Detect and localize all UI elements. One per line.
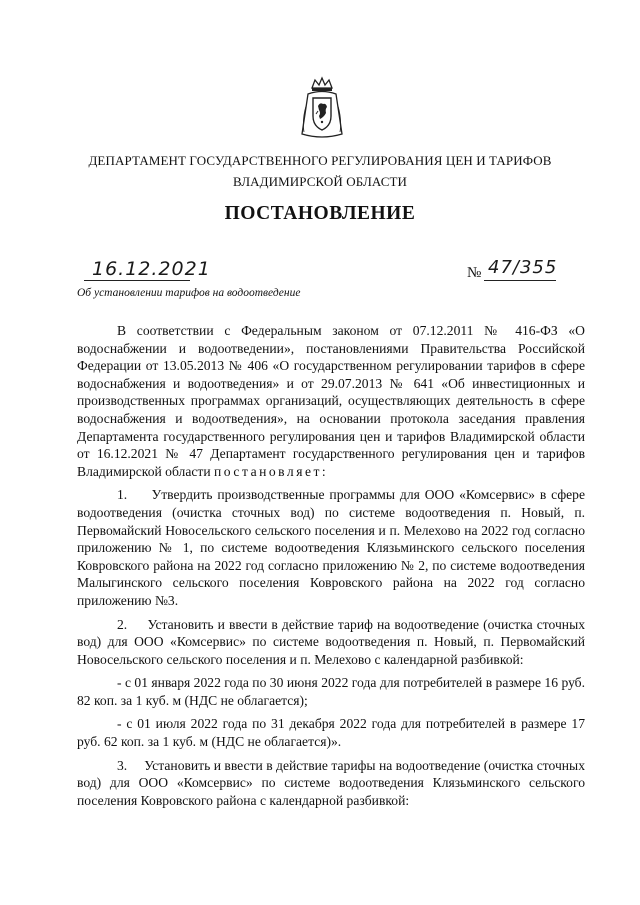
number-label: № bbox=[467, 265, 482, 281]
document-number: 47/355 bbox=[488, 257, 558, 278]
document-title: ПОСТАНОВЛЕНИЕ bbox=[224, 203, 416, 224]
document-body bbox=[77, 322, 585, 809]
item-2-paragraph: 2. Установить и ввести в действие тариф на водоотведение (очистка сточных вод) для ООО «Комсервис» по системе водоотведения п. Новый, п. Первомайский Новосельского сельского поселения и п. Мелехово с календарной разбивкой: bbox=[77, 616, 585, 667]
date-underline bbox=[84, 280, 190, 281]
department-name-line1: ДЕПАРТАМЕНТ ГОСУДАРСТВЕННОГО РЕГУЛИРОВАНИЯ ЦЕН И ТАРИФОВ bbox=[88, 153, 552, 168]
item-1-paragraph: 1. Утвердить производственные программы для ООО «Комсервис» в сфере водоотведения (очистка сточных вод) по системе водоотведения п. Новый, п. Первомайский Новосельского сельского поселения и п. Мелехово на 2022 год согласно приложению № 1, по системе водоотведения Клязьминского сельского поселения Ковровского района на 2022 год согласно приложению № 2, по системе водоотведения Малыгинского сельского поселения Ковровского района на 2022 год согласно приложению №3. bbox=[77, 487, 585, 608]
document-date: 16.12.2021 bbox=[92, 258, 211, 280]
department-name-line2: ВЛАДИМИРСКОЙ ОБЛАСТИ bbox=[232, 174, 408, 189]
item-2-tariff-first-half: - с 01 января 2022 года по 30 июня 2022 года для потребителей в размере 16 руб. 82 коп. за 1 куб. м (НДС не облагается); bbox=[77, 675, 585, 708]
decree-word: постановляет: bbox=[214, 463, 329, 479]
coat-of-arms-icon bbox=[298, 76, 346, 142]
preamble-paragraph bbox=[77, 322, 585, 480]
item-2-tariff-second-half: - с 01 июля 2022 года по 31 декабря 2022 года для потребителей в размере 17 руб. 62 коп. за 1 куб. м (НДС не облагается)». bbox=[77, 716, 585, 750]
document-subject: Об установлении тарифов на водоотведение bbox=[77, 287, 301, 299]
preamble-text: В соответствии с Федеральным законом от 07.12.2011 № 416-ФЗ «О водоснабжении и водоотведении», постановлениями Правительства Российской Федерации от 13.05.2013 № 406 «О государственном регулировании тарифов в сфере водоснабжения и водоотведения» и от 29.07.2013 № 641 «Об инвестиционных и производственных программах организаций, осуществляющих деятельность в сфере водоснабжения и водоотведения», на основании протокола заседания правления Департамента государственного регулирования цен и тарифов Владимирской области от 16.12.2021 № 47 Департамент государственного регулирования цен и тарифов Владимирской области bbox=[77, 323, 585, 479]
number-underline bbox=[484, 280, 556, 281]
item-3-paragraph: 3. Установить и ввести в действие тарифы на водоотведение (очистка сточных вод) для ООО «Комсервис» по системе водоотведения Клязьминского сельского поселения Ковровского района с календарной разбивкой: bbox=[77, 757, 585, 808]
